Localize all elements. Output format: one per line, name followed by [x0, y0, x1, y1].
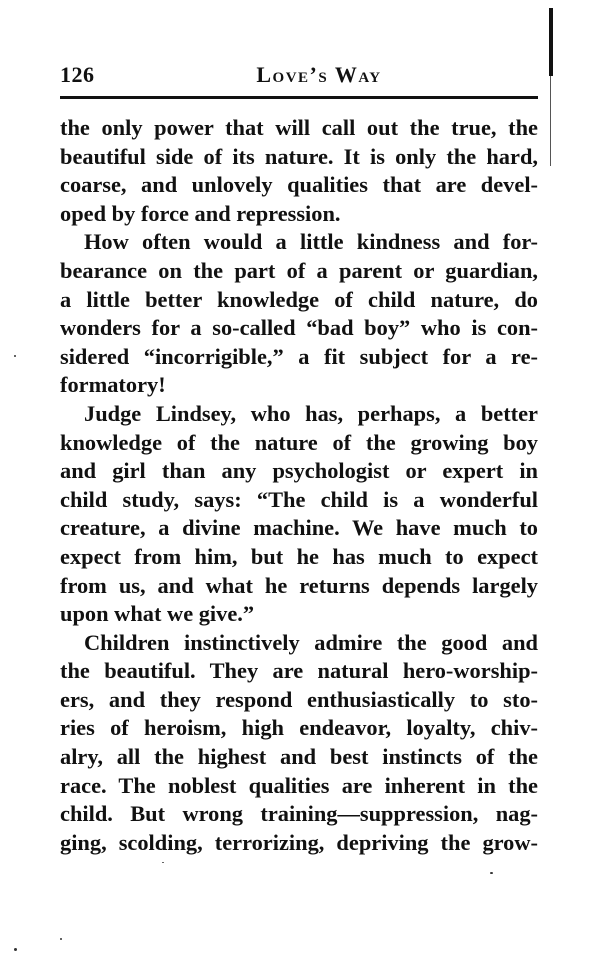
text-line: from us, and what he returns depends largely [60, 572, 538, 598]
text-line: ging, scolding, terrorizing, depriving the grow- [60, 829, 538, 855]
body-text [60, 114, 538, 857]
text-line: child. But wrong training—suppression, nag- [60, 801, 538, 827]
header-rule [60, 96, 538, 99]
text-line: child study, says: “The child is a wonderful [60, 486, 538, 512]
text-line: beautiful side of its nature. It is only the hard, [60, 143, 538, 169]
scan-speck [490, 872, 493, 874]
text-line: coarse, and unlovely qualities that are devel- [60, 172, 538, 198]
text-line: a little better knowledge of child nature, do [60, 286, 538, 312]
page-edge-mark [549, 8, 553, 76]
text-line: ers, and they respond enthusiastically to sto- [60, 686, 538, 712]
scan-speck [60, 938, 62, 940]
text-line: How often would a little kindness and for- [84, 229, 538, 255]
text-line: knowledge of the nature of the growing boy [60, 429, 538, 455]
text-line: creature, a divine machine. We have much to [60, 515, 538, 541]
text-line: bearance on the part of a parent or guardian, [60, 257, 538, 283]
text-line: Judge Lindsey, who has, perhaps, a better [84, 400, 538, 426]
text-line: expect from him, but he has much to expect [60, 543, 538, 569]
text-line: ries of heroism, high endeavor, loyalty, chiv- [60, 715, 538, 741]
text-line: the beautiful. They are natural hero-worship- [60, 658, 538, 684]
scan-speck [14, 355, 16, 357]
page-edge-mark-thin [550, 76, 551, 166]
scan-speck [14, 948, 17, 951]
text-line: sidered “incorrigible,” a fit subject for a re- [60, 343, 538, 369]
text-line: oped by force and repression. [60, 200, 341, 226]
scan-speck [162, 862, 164, 863]
text-line: upon what we give.” [60, 601, 255, 627]
text-line: Children instinctively admire the good and [84, 629, 538, 655]
running-title: Love’s Way [256, 62, 382, 87]
text-line: wonders for a so-called “bad boy” who is con- [60, 315, 538, 341]
text-line: alry, all the highest and best instincts of the [60, 744, 538, 770]
text-line: the only power that will call out the true, the [60, 115, 538, 140]
text-line: and girl than any psychologist or expert in [60, 458, 538, 484]
page-number: 126 [60, 62, 95, 87]
running-header [60, 60, 538, 90]
text-line: formatory! [60, 372, 166, 398]
text-line: race. The noblest qualities are inherent in the [60, 772, 538, 798]
